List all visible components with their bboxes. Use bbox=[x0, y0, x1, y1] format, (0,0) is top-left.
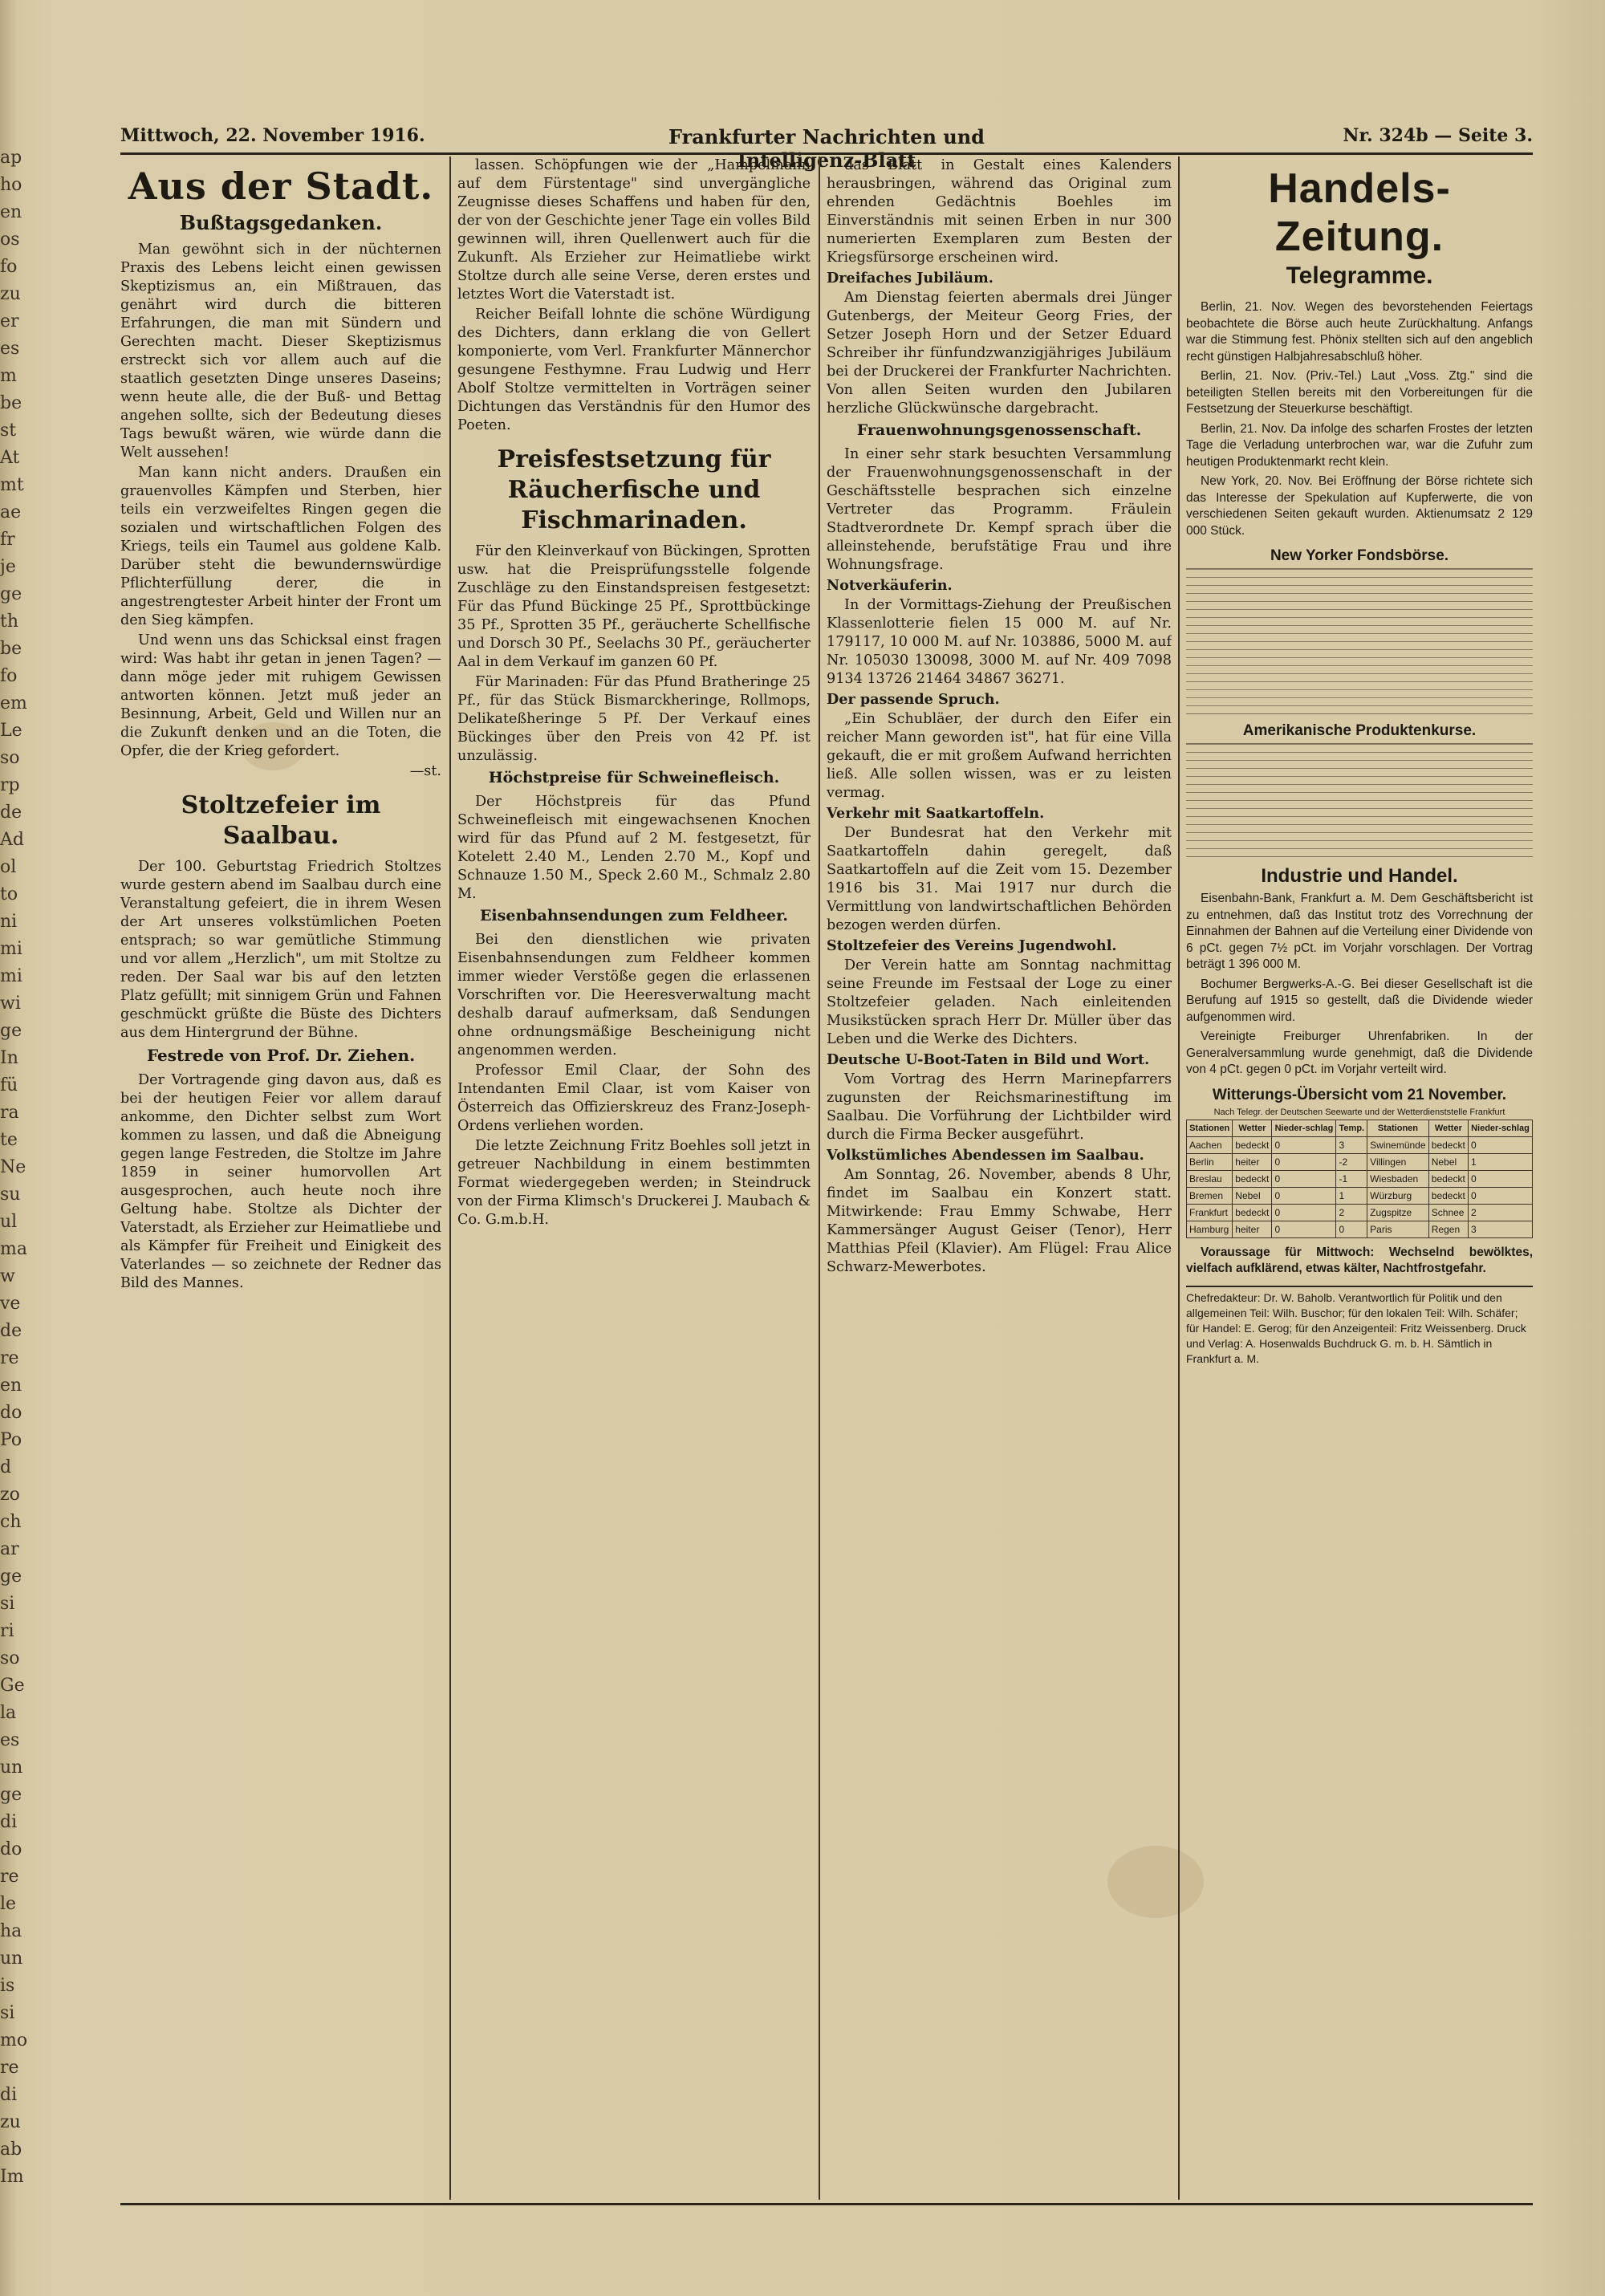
weather-cell: Nebel bbox=[1233, 1187, 1272, 1204]
telegram-item: New York, 20. Nov. Bei Eröffnung der Börse richtete sich das Interesse der Spekulation auf Kupferwerte, die von verschiedenen Seiten gekauft wurden. Aktienumsatz 2 129 000 Stück. bbox=[1186, 474, 1533, 538]
weather-col-header: Wetter bbox=[1428, 1120, 1468, 1136]
author-signature: —st. bbox=[409, 763, 441, 779]
weather-title: Witterungs-Übersicht vom 21 November. bbox=[1212, 1086, 1507, 1103]
page-header bbox=[120, 119, 1533, 172]
article-paragraph: Für den Kleinverkauf von Bückingen, Sprotten usw. hat die Preisprüfungsstelle folgende Zuschläge zu den Einstandspreisen festgesetzt: Für das Pfund Bückinge 25 Pf., Sprottbückinge 35 Pf., Sprotten 35 Pf., geräucherte Schellfische und Dorsch 30 Pf., Seelachs 30 Pf., geräucherter Aal in dem Verkauf im ganzen 60 Pf. bbox=[457, 543, 811, 670]
weather-row bbox=[1187, 1170, 1533, 1187]
article-paragraph: „Ein Schubläer, der durch den Eifer ein reicher Mann geworden ist", hat für eine Villa gekauft, die er mit großem Aufwand herrichten ließ. Alle sollen wissen, was er zu leisten vermag. bbox=[827, 711, 1172, 801]
produce-price-table bbox=[1186, 743, 1533, 857]
article-paragraph: Professor Emil Claar, der Sohn des Intendanten Emil Claar, ist vom Kaiser von Österreich das Offizierskreuz des Franz-Joseph-Ordens verliehen worden. bbox=[457, 1063, 811, 1134]
weather-row bbox=[1187, 1187, 1533, 1204]
weather-cell: 2 bbox=[1336, 1204, 1367, 1221]
weather-col-header: Temp. bbox=[1336, 1120, 1367, 1136]
weather-cell: bedeckt bbox=[1428, 1136, 1468, 1153]
weather-cell: 1 bbox=[1336, 1187, 1367, 1204]
article-paragraph: Reicher Beifall lohnte die schöne Würdigung des Dichters, dann erklang die von Gellert komponierte, vom Verl. Frankfurter Männerchor gesungene Festhymne. Frau Ludwig und Herr Abolf Stoltze vermittelten in Vorträgen seiner Dichtungen das Verständnis für den Humor des Poeten. bbox=[457, 307, 811, 433]
column-local-news-2 bbox=[457, 156, 811, 2200]
weather-cell: 0 bbox=[1468, 1170, 1532, 1187]
article-lead: Der passende Spruch. bbox=[827, 691, 1000, 708]
article-paragraph: Und wenn uns das Schicksal einst fragen wird: Was habt ihr getan in jenen Tagen? — dann möge jeder mit ruhigem Gewissen antworten können. Jetzt muß jeder an Besinnung, Arbeit, Geld und Willen nur an die Zukunft denken und an die Toten, die Opfer, die der Krieg gefordert. bbox=[120, 632, 441, 759]
article-lead: Volkstümliches Abendessen im Saalbau. bbox=[827, 1147, 1144, 1164]
column-local-news-3 bbox=[827, 156, 1172, 2200]
article-paragraph: Der Höchstpreis für das Pfund Schweinefleisch mit eingewachsenen Knochen wird für das Pfund auf 2 M. festgesetzt, für Kotelett 2.40 M., Lenden 2.70 M., Kopf und Schnauze 1.50 M., Speck 2.60 M., Schmalz 2.80 M. bbox=[457, 794, 811, 902]
table-title: New Yorker Fondsbörse. bbox=[1270, 547, 1449, 564]
article-subheadline: Höchstpreise für Schweinefleisch. bbox=[488, 769, 780, 786]
weather-cell: 0 bbox=[1272, 1221, 1336, 1237]
article-paragraph: Der Verein hatte am Sonntag nachmittag seine Freunde im Festsaal der Loge zu einer Stoltzefeier geladen. Nach einleitenden Musikstücken sprach Herr Dr. Müller über das Leben und die Werke des Dichters. bbox=[827, 957, 1172, 1047]
weather-cell: Bremen bbox=[1187, 1187, 1233, 1204]
imprint: Chefredakteur: Dr. W. Baholb. Verantwortlich für Politik und den allgemeinen Teil: Wilh. Buschor; für den lokalen Teil: Wilh. Schäfer; für Handel: E. Gerog; für den Anzeigenteil: Fritz Weissenberg. Druck und Verlag: A. Hosenwalds Buchdruck G. m. b. H. Sämtlich in Frankfurt a. M. bbox=[1186, 1286, 1533, 1367]
article-paragraph: Die letzte Zeichnung Fritz Boehles soll jetzt in getreuer Nachbildung in einem bestimmten Format wiedergegeben werden; in Steindruck von der Firma Klimsch's Druckerei J. Maubach & Co. G.m.b.H. bbox=[457, 1138, 811, 1228]
column-divider bbox=[1178, 156, 1180, 2200]
article-headline: Industrie und Handel. bbox=[1261, 865, 1458, 887]
weather-cell: bedeckt bbox=[1233, 1204, 1272, 1221]
article-paragraph: In einer sehr stark besuchten Versammlung der Frauenwohnungsgenossenschaft in der Geschäftsstelle besprachen sich einzelne Vertreter das Programm. Fräulein Stadtverordnete Dr. Kempf sprach über die alleinstehende, berufstätige Frau und ihre Wohnungsfrage. bbox=[827, 446, 1172, 573]
article-paragraph: In der Vormittags-Ziehung der Preußischen Klassenlotterie fielen 15 000 M. auf Nr. 179117, 10 000 M. auf Nr. 103886, 5000 M. auf Nr. 105030 130098, 3000 M. auf Nr. 409 7098 9134 13726 21464 34867 36271. bbox=[827, 597, 1172, 687]
weather-col-header: Nieder-schlag bbox=[1468, 1120, 1532, 1136]
article-lead: Verkehr mit Saatkartoffeln. bbox=[827, 805, 1045, 822]
telegram-item: Berlin, 21. Nov. (Priv.-Tel.) Laut „Voss. Ztg." sind die beteiligten Stellen bereits mit den Vorbereitungen für die Festsetzung der Steuerkurse beschäftigt. bbox=[1186, 369, 1533, 416]
weather-cell: -2 bbox=[1336, 1153, 1367, 1170]
article-subheadline: Festrede von Prof. Dr. Ziehen. bbox=[146, 1046, 416, 1065]
article-lead: Dreifaches Jubiläum. bbox=[827, 270, 993, 286]
weather-cell: Regen bbox=[1428, 1221, 1468, 1237]
weather-cell: Berlin bbox=[1187, 1153, 1233, 1170]
section-title: Aus der Stadt. bbox=[128, 165, 434, 208]
section-title: Handels-Zeitung. bbox=[1268, 165, 1451, 260]
weather-cell: 3 bbox=[1468, 1221, 1532, 1237]
article-headline: Bußtagsgedanken. bbox=[179, 211, 383, 234]
business-item: Eisenbahn-Bank, Frankfurt a. M. Dem Geschäftsbericht ist zu entnehmen, daß das Institut trotz des Vorrechnung der Einnahmen der Bahnen auf die Verteilung einer Dividende von 6 pCt. gegen 7½ pCt. im Vorjahr vorschlagen. Der Vortrag beträgt 1 396 000 M. bbox=[1186, 892, 1533, 971]
previous-page-gutter: ap ho en os fo zu er es m be st At mt ae fr je ge th be fo em Le so rp de Ad ol to ni mi mi wi ge In fü ra te Ne su ul ma w ve de re en do Po d zo ch ar ge si ri so Ge la es un ge di do re le ha un is si mo re di zu ab Im bbox=[0, 148, 28, 2187]
weather-row bbox=[1187, 1221, 1533, 1237]
article-headline: Preisfestsetzung für Räucherfische und Fischmarinaden. bbox=[497, 445, 771, 534]
article-paragraph: Für Marinaden: Für das Pfund Bratheringe 25 Pf., für das Stück Bismarckheringe, Rollmops, Delikateßheringe 5 Pf. Der Verkauf eines Bückinges über den Preis von 42 Pf. ist unzulässig. bbox=[457, 674, 811, 764]
weather-cell: Swinemünde bbox=[1367, 1136, 1429, 1153]
article-paragraph: Man gewöhnt sich in der nüchternen Praxis des Lebens leicht einen gewissen Skeptizismus an, ein Mißtrauen, das genährt wird durch die bitteren Erfahrungen, die man mit Sündern und Gerechten macht. Dieser Skeptizismus erstreckt sich vor allem auch auf die staatlich gesetzten Dinge unseres Daseins; wenn heute alle, die der Buß- und Bettag angehen sollte, sich der Bedeutung dieses Tags bewußt wären, wie würde dann die Welt aussehen! bbox=[120, 242, 441, 461]
weather-cell: Villingen bbox=[1367, 1153, 1429, 1170]
weather-row bbox=[1187, 1153, 1533, 1170]
article-headline: Stoltzefeier im Saalbau. bbox=[181, 791, 381, 850]
article-paragraph: Am Dienstag feierten abermals drei Jünger Gutenbergs, der Meiteur Georg Fries, der Setzer Joseph Horn und der Setzer Eduard Schreiber ihr fünfundzwanzigjähriges Jubiläum bei der Druckerei der Frankfurter Nachrichten. Von allen Seiten wurden den Jubilaren herzliche Glückwünsche dargebracht. bbox=[827, 290, 1172, 417]
weather-table bbox=[1186, 1120, 1533, 1238]
article-lead: Deutsche U-Boot-Taten in Bild und Wort. bbox=[827, 1051, 1150, 1068]
weather-cell: Zugspitze bbox=[1367, 1204, 1429, 1221]
weather-col-header: Nieder-schlag bbox=[1272, 1120, 1336, 1136]
weather-row bbox=[1187, 1136, 1533, 1153]
weather-cell: Schnee bbox=[1428, 1204, 1468, 1221]
section-subtitle: Telegramme. bbox=[1286, 262, 1433, 289]
table-title: Amerikanische Produktenkurse. bbox=[1242, 722, 1477, 739]
weather-cell: 0 bbox=[1336, 1221, 1367, 1237]
weather-cell: Nebel bbox=[1428, 1153, 1468, 1170]
issue-date: Mittwoch, 22. November 1916. bbox=[120, 125, 425, 146]
weather-cell: bedeckt bbox=[1428, 1187, 1468, 1204]
telegram-item: Berlin, 21. Nov. Wegen des bevorstehenden Feiertags beobachtete die Börse auch heute Zurückhaltung. Anfangs war die Stimmung fest. Phönix stellten sich auf den angeblich recht günstigen Halbjahresabschluß höher. bbox=[1186, 300, 1533, 364]
stock-quote-table bbox=[1186, 568, 1533, 714]
telegram-item: Berlin, 21. Nov. Da infolge des scharfen Frostes der letzten Tage die Verladung unterbrochen war, war die Zufuhr zum heutigen Produktenmarkt recht klein. bbox=[1186, 421, 1533, 469]
article-paragraph: Der 100. Geburtstag Friedrich Stoltzes wurde gestern abend im Saalbau durch eine Veranstaltung gefeiert, die in ihrem Wesen der Art unseres volkstümlichen Poeten entsprach; so war gemütliche Stimmung und vor allem „Herzlich", um mit Stoltze zu reden. Der Saal war bis auf den letzten Platz gefüllt; mit sinnigem Grün und Fahnen geschmückt grüßte die Büste des Dichters aus dem Hintergrund der Bühne. bbox=[120, 859, 441, 1041]
weather-row bbox=[1187, 1204, 1533, 1221]
weather-cell: -1 bbox=[1336, 1170, 1367, 1187]
weather-cell: 0 bbox=[1272, 1136, 1336, 1153]
weather-cell: 0 bbox=[1272, 1153, 1336, 1170]
weather-cell: 0 bbox=[1272, 1187, 1336, 1204]
article-paragraph: lassen. Schöpfungen wie der „Hampelmann auf dem Fürstentage" sind unvergängliche Zeugnisse dieses Schaffens und haben für den, der von der Geschichte jener Tage ein volles Bild gewinnen will, ihren Quellenwert auch für die Zukunft. Als Erzieher zur Heimatliebe wirkt Stoltze durch alle seine Verse, deren erstes und letztes Wort die Vaterstadt ist. bbox=[457, 157, 811, 303]
article-lead: Notverkäuferin. bbox=[827, 577, 953, 594]
weather-header-row bbox=[1187, 1120, 1533, 1136]
weather-cell: heiter bbox=[1233, 1153, 1272, 1170]
weather-subtitle: Nach Telegr. der Deutschen Seewarte und der Wetterdienststelle Frankfurt bbox=[1213, 1107, 1505, 1117]
article-subheadline: Frauenwohnungsgenossenschaft. bbox=[856, 421, 1142, 439]
column-divider bbox=[819, 156, 820, 2200]
column-divider bbox=[449, 156, 451, 2200]
article-paragraph: Vom Vortrag des Herrn Marinepfarrers zugunsten der Reichsmarinestiftung im Saalbau. Die Vorführung der Lichtbilder wird durch die Firma Becker ausgeführt. bbox=[827, 1071, 1172, 1143]
weather-cell: Frankfurt bbox=[1187, 1204, 1233, 1221]
column-local-news bbox=[120, 156, 441, 2200]
article-paragraph: Bei den dienstlichen wie privaten Eisenbahnsendungen zum Feldheer kommen immer wieder Verstöße gegen die erlassenen Vorschriften vor. Die Heeresverwaltung macht deshalb darauf aufmerksam, daß Sendungen ohne ordnungsmäßige Bescheinigung nicht angenommen werden. bbox=[457, 932, 811, 1059]
weather-cell: bedeckt bbox=[1428, 1170, 1468, 1187]
weather-cell: Würzburg bbox=[1367, 1187, 1429, 1204]
business-item: Bochumer Bergwerks-A.-G. Bei dieser Gesellschaft ist die Berufung auf 1915 so gestellt, daß die Dividende wieder aufgenommen wird. bbox=[1186, 977, 1533, 1024]
article-paragraph: Der Bundesrat hat den Verkehr mit Saatkartoffeln dahin geregelt, daß Saatkartoffeln auf die Zeit vom 15. Dezember 1916 bis 31. Mai 1917 nur durch die Vermittlung von landwirtschaftlichen Behörden bezogen werden dürfen. bbox=[827, 825, 1172, 933]
weather-col-header: Wetter bbox=[1233, 1120, 1272, 1136]
weather-cell: 2 bbox=[1468, 1204, 1532, 1221]
weather-cell: bedeckt bbox=[1233, 1136, 1272, 1153]
column-trade-news bbox=[1186, 156, 1533, 2200]
weather-cell: bedeckt bbox=[1233, 1170, 1272, 1187]
article-lead: Stoltzefeier des Vereins Jugendwohl. bbox=[827, 937, 1117, 954]
header-rule bbox=[120, 152, 1533, 155]
weather-cell: Hamburg bbox=[1187, 1221, 1233, 1237]
business-item: Vereinigte Freiburger Uhrenfabriken. In der Generalversammlung wurde genehmigt, daß die Dividende von 4 pCt. gegen 0 pCt. im Vorjahr verteilt wird. bbox=[1186, 1030, 1533, 1076]
weather-cell: Paris bbox=[1367, 1221, 1429, 1237]
weather-cell: 0 bbox=[1272, 1170, 1336, 1187]
weather-forecast: Voraussage für Mittwoch: Wechselnd bewölktes, vielfach aufklärend, etwas kälter, Nachtfrostgefahr. bbox=[1186, 1245, 1533, 1275]
weather-cell: 0 bbox=[1468, 1136, 1532, 1153]
article-paragraph: Man kann nicht anders. Draußen ein grauenvolles Kämpfen und Sterben, hier teils ein verzweifeltes Ringen gegen die sozialen und wirtschaftlichen Folgen des Kriegs, teils ein Taumel aus goldene Kalb. Darüber steht die bewundernswürdige Pflichterfüllung derer, die in angestrengtester Arbeit hinter der Front um den Sieg kämpfen. bbox=[120, 465, 441, 628]
article-paragraph: Am Sonntag, 26. November, abends 8 Uhr, findet im Saalbau ein Konzert statt. Mitwirkende: Frau Emmy Schwabe, Herr Kammersänger August Geiser (Tenor), Herr Matthias Pfeil (Klavier). Am Flügel: Frau Alice Schwarz-Mewerbotes. bbox=[827, 1167, 1172, 1275]
footer-rule bbox=[120, 2203, 1533, 2205]
weather-cell: Wiesbaden bbox=[1367, 1170, 1429, 1187]
weather-cell: Breslau bbox=[1187, 1170, 1233, 1187]
weather-col-header: Stationen bbox=[1367, 1120, 1429, 1136]
weather-cell: 0 bbox=[1468, 1187, 1532, 1204]
weather-cell: 1 bbox=[1468, 1153, 1532, 1170]
weather-col-header: Stationen bbox=[1187, 1120, 1233, 1136]
article-paragraph: das Blatt in Gestalt eines Kalenders herausbringen, während das Original zum ehrenden Gedächtnis Boehles im Einverständnis mit seinen Erben in nur 300 numerierten Exemplaren zum Besten der Kriegsfürsorge erscheinen wird. bbox=[827, 157, 1172, 266]
article-paragraph: Der Vortragende ging davon aus, daß es bei der heutigen Feier vor allem darauf ankomme, den Dichter selbst zum Wort kommen zu lassen, und daß die Abneigung gegen lange Festreden, die Stoltze im Jahre 1859 in seiner humorvollen Art ausgesprochen, auch heute noch ihre Geltung habe. Stoltze als Dichter der Vaterstadt, als Erzieher zur Heimatliebe und als Kämpfer für Freiheit und Einigkeit des Vaterlandes — so zeichnete der Redner das Bild des Mannes. bbox=[120, 1072, 441, 1291]
weather-cell: 0 bbox=[1272, 1204, 1336, 1221]
article-subheadline: Eisenbahnsendungen zum Feldheer. bbox=[479, 907, 789, 924]
weather-cell: Aachen bbox=[1187, 1136, 1233, 1153]
page-number: Nr. 324b — Seite 3. bbox=[1343, 125, 1533, 146]
masthead: Frankfurter Nachrichten und Intelligenz-Blatt bbox=[668, 125, 985, 172]
weather-cell: 3 bbox=[1336, 1136, 1367, 1153]
weather-cell: heiter bbox=[1233, 1221, 1272, 1237]
